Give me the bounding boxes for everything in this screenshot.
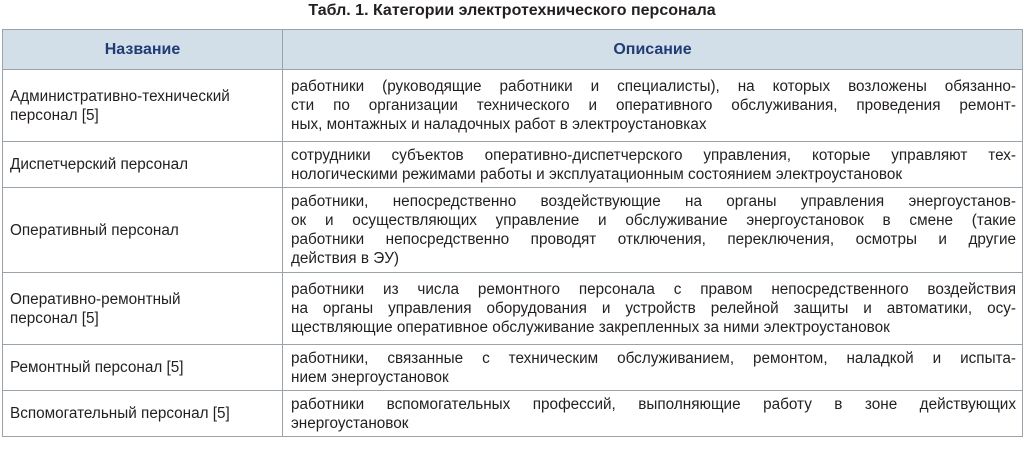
category-name-line: Вспомогательный персонал [5] <box>10 405 230 422</box>
table-row <box>3 70 1023 142</box>
category-description-line: ных, монтажных и наладочных работ в электроустановках <box>291 116 707 133</box>
table-row <box>3 142 1023 188</box>
category-description-line: ществляющие оперативное обслуживание закрепленных за ними электроустановок <box>291 319 890 336</box>
category-description-line: работники непосредственно проводят отключения, переключения, осмотры и другие <box>291 231 1016 248</box>
category-description-line: нием энергоустановок <box>291 368 449 386</box>
category-name-cell <box>3 391 283 437</box>
category-name-line: персонал [5] <box>10 309 99 327</box>
category-name-line: Оперативно-ремонтный <box>10 290 181 308</box>
category-description-line: на органы управления оборудования и устройств релейной защиты и автоматики, осу- <box>291 300 1016 317</box>
category-name-cell <box>3 142 283 188</box>
category-description-cell <box>283 391 1023 437</box>
category-name-line: Оперативный персонал <box>10 221 179 239</box>
header-name: Название <box>3 30 283 70</box>
table-row <box>3 188 1023 273</box>
header-description: Описание <box>283 30 1023 70</box>
category-description-line: ок и осуществляющих управление и обслуживание энергоустановок в смене (такие <box>291 212 1016 229</box>
category-name-line: персонал [5] <box>10 106 99 124</box>
category-description-line: нологическими режимами работы и эксплуатационным состоянием электроустановок <box>291 165 903 183</box>
table-caption: Табл. 1. Категории электротехнического персонала <box>308 2 716 19</box>
category-name-cell <box>3 70 283 142</box>
category-name-line: Ремонтный персонал [5] <box>10 359 184 376</box>
category-description-cell <box>283 273 1023 345</box>
table-row <box>3 273 1023 345</box>
category-description-cell <box>283 188 1023 273</box>
category-name-cell <box>3 345 283 391</box>
category-description-line: сти по организации технического и оперативного обслуживания, проведения ремонт- <box>291 97 1016 114</box>
category-description-cell <box>283 345 1023 391</box>
table-header-row <box>3 30 1023 70</box>
table-row <box>3 345 1023 391</box>
category-description-line: работники вспомогательных профессий, выполняющие работу в зоне действующих <box>291 395 1016 413</box>
category-name-cell <box>3 188 283 273</box>
category-description-line: работники, связанные с техническим обслуживанием, ремонтом, наладкой и испыта- <box>291 349 1016 367</box>
personnel-categories-table <box>2 29 1023 437</box>
category-description-line: работники из числа ремонтного персонала с правом непосредственного воздействия <box>291 281 1016 298</box>
category-description-line: действия в ЭУ) <box>291 250 400 267</box>
category-description-line: энергоустановок <box>291 414 409 432</box>
category-description-line: работники (руководящие работники и специалисты), на которых возложены обязанно- <box>291 78 1016 95</box>
category-description-line: работники, непосредственно воздействующие на органы управления энергоустанов- <box>291 193 1016 210</box>
category-name-cell <box>3 273 283 345</box>
category-description-line: сотрудники субъектов оперативно-диспетчерского управления, которые управляют тех- <box>291 146 1016 164</box>
category-name-line: Диспетчерский персонал <box>10 156 189 173</box>
category-description-cell <box>283 142 1023 188</box>
category-name-line: Административно-технический <box>10 87 230 105</box>
table-row <box>3 391 1023 437</box>
category-description-cell <box>283 70 1023 142</box>
